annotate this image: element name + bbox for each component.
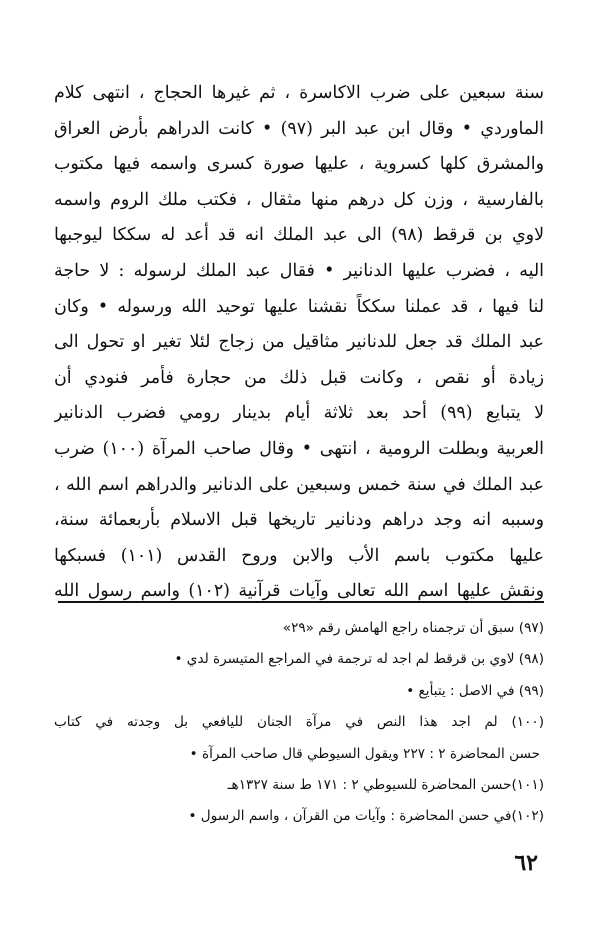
footnote-101: (١٠١)حسن المحاضرة للسيوطي ٢ : ١٧١ ط سنة ١٣٢٧هـ [227,776,544,793]
footnote-102: (١٠٢)في حسن المحاضرة : وآيات من القرآن ، واسم الرسول • [188,808,544,825]
text-line: وسببه انه وجد دراهم ودنانير تاريخها قبل الاسلام بأربعمائة سنة، [54,510,544,531]
text-line: لا يتبايع (٩٩) أحد بعد ثلاثة أيام بدينار رومي فضرب الدنانير [54,403,544,424]
text-line: زيادة أو نقص ، وكانت قبل ذلك من حجارة فأمر فنودي أن [54,367,544,388]
text-line: اليه ، فضرب عليها الدنانير • فقال عبد الملك لرسوله : لا حاجة [54,260,544,281]
text-line: سنة سبعين على ضرب الاكاسرة ، ثم غيرها الحجاج ، انتهى كلام [54,83,544,103]
footnote-separator [58,601,544,603]
text-line: والمشرق كلها كسروية ، عليها صورة كسرى واسمه فيها مكتوب [54,154,544,175]
footnotes [54,613,544,833]
text-line: عبد الملك قد جعل للدنانير مثاقيل من زجاج لئلا تغير او تحول الى [54,332,544,353]
text-line: الماوردي • وقال ابن عبد البر (٩٧) • كانت الدراهم بأرض العراق [54,118,544,139]
text-line: عليها مكتوب باسم الأب والابن وروح القدس (١٠١) فسبكها [54,545,544,566]
page-number: ٦٢ [514,850,538,876]
text-line: بالفارسية ، وزن كل درهم منها مثقال ، فكتب ملك الروم واسمه [54,189,544,210]
text-line: ونقش عليها اسم الله تعالى وآيات قرآنية (١٠٢) واسم رسول الله [54,581,544,602]
main-text [54,76,544,610]
text-line: لاوي بن قرقط (٩٨) الى عبد الملك انه قد أعد له سككا ليوجبها [54,225,544,246]
footnote-97: (٩٧) سبق أن ترجمناه راجع الهامش رقم «٢٩» [282,620,544,636]
footnote-98: (٩٨) لاوي بن قرقط لم اجد له ترجمة في المراجع المتيسرة لدي • [174,651,544,668]
text-line: العربية وبطلت الرومية ، انتهى • وقال صاحب المرآة (١٠٠) ضرب [54,438,544,459]
text-line: عبد الملك في سنة خمس وسبعين على الدنانير والدراهم اسم الله ، [54,474,544,495]
footnote-100: (١٠٠) لم اجد هذا النص في مرآة الجنان لليافعي بل وجدته في كتاب [54,714,544,731]
text-line: لنا فيها ، قد عملنا سككاً نقشنا عليها توحيد الله ورسوله • وكان [54,296,544,317]
footnote-100-continued: حسن المحاضرة ٢ : ٢٢٧ ويقول السيوطي قال صاحب المرآة • [189,745,540,762]
footnote-99: (٩٩) في الاصل : يتبأيع • [406,682,544,699]
